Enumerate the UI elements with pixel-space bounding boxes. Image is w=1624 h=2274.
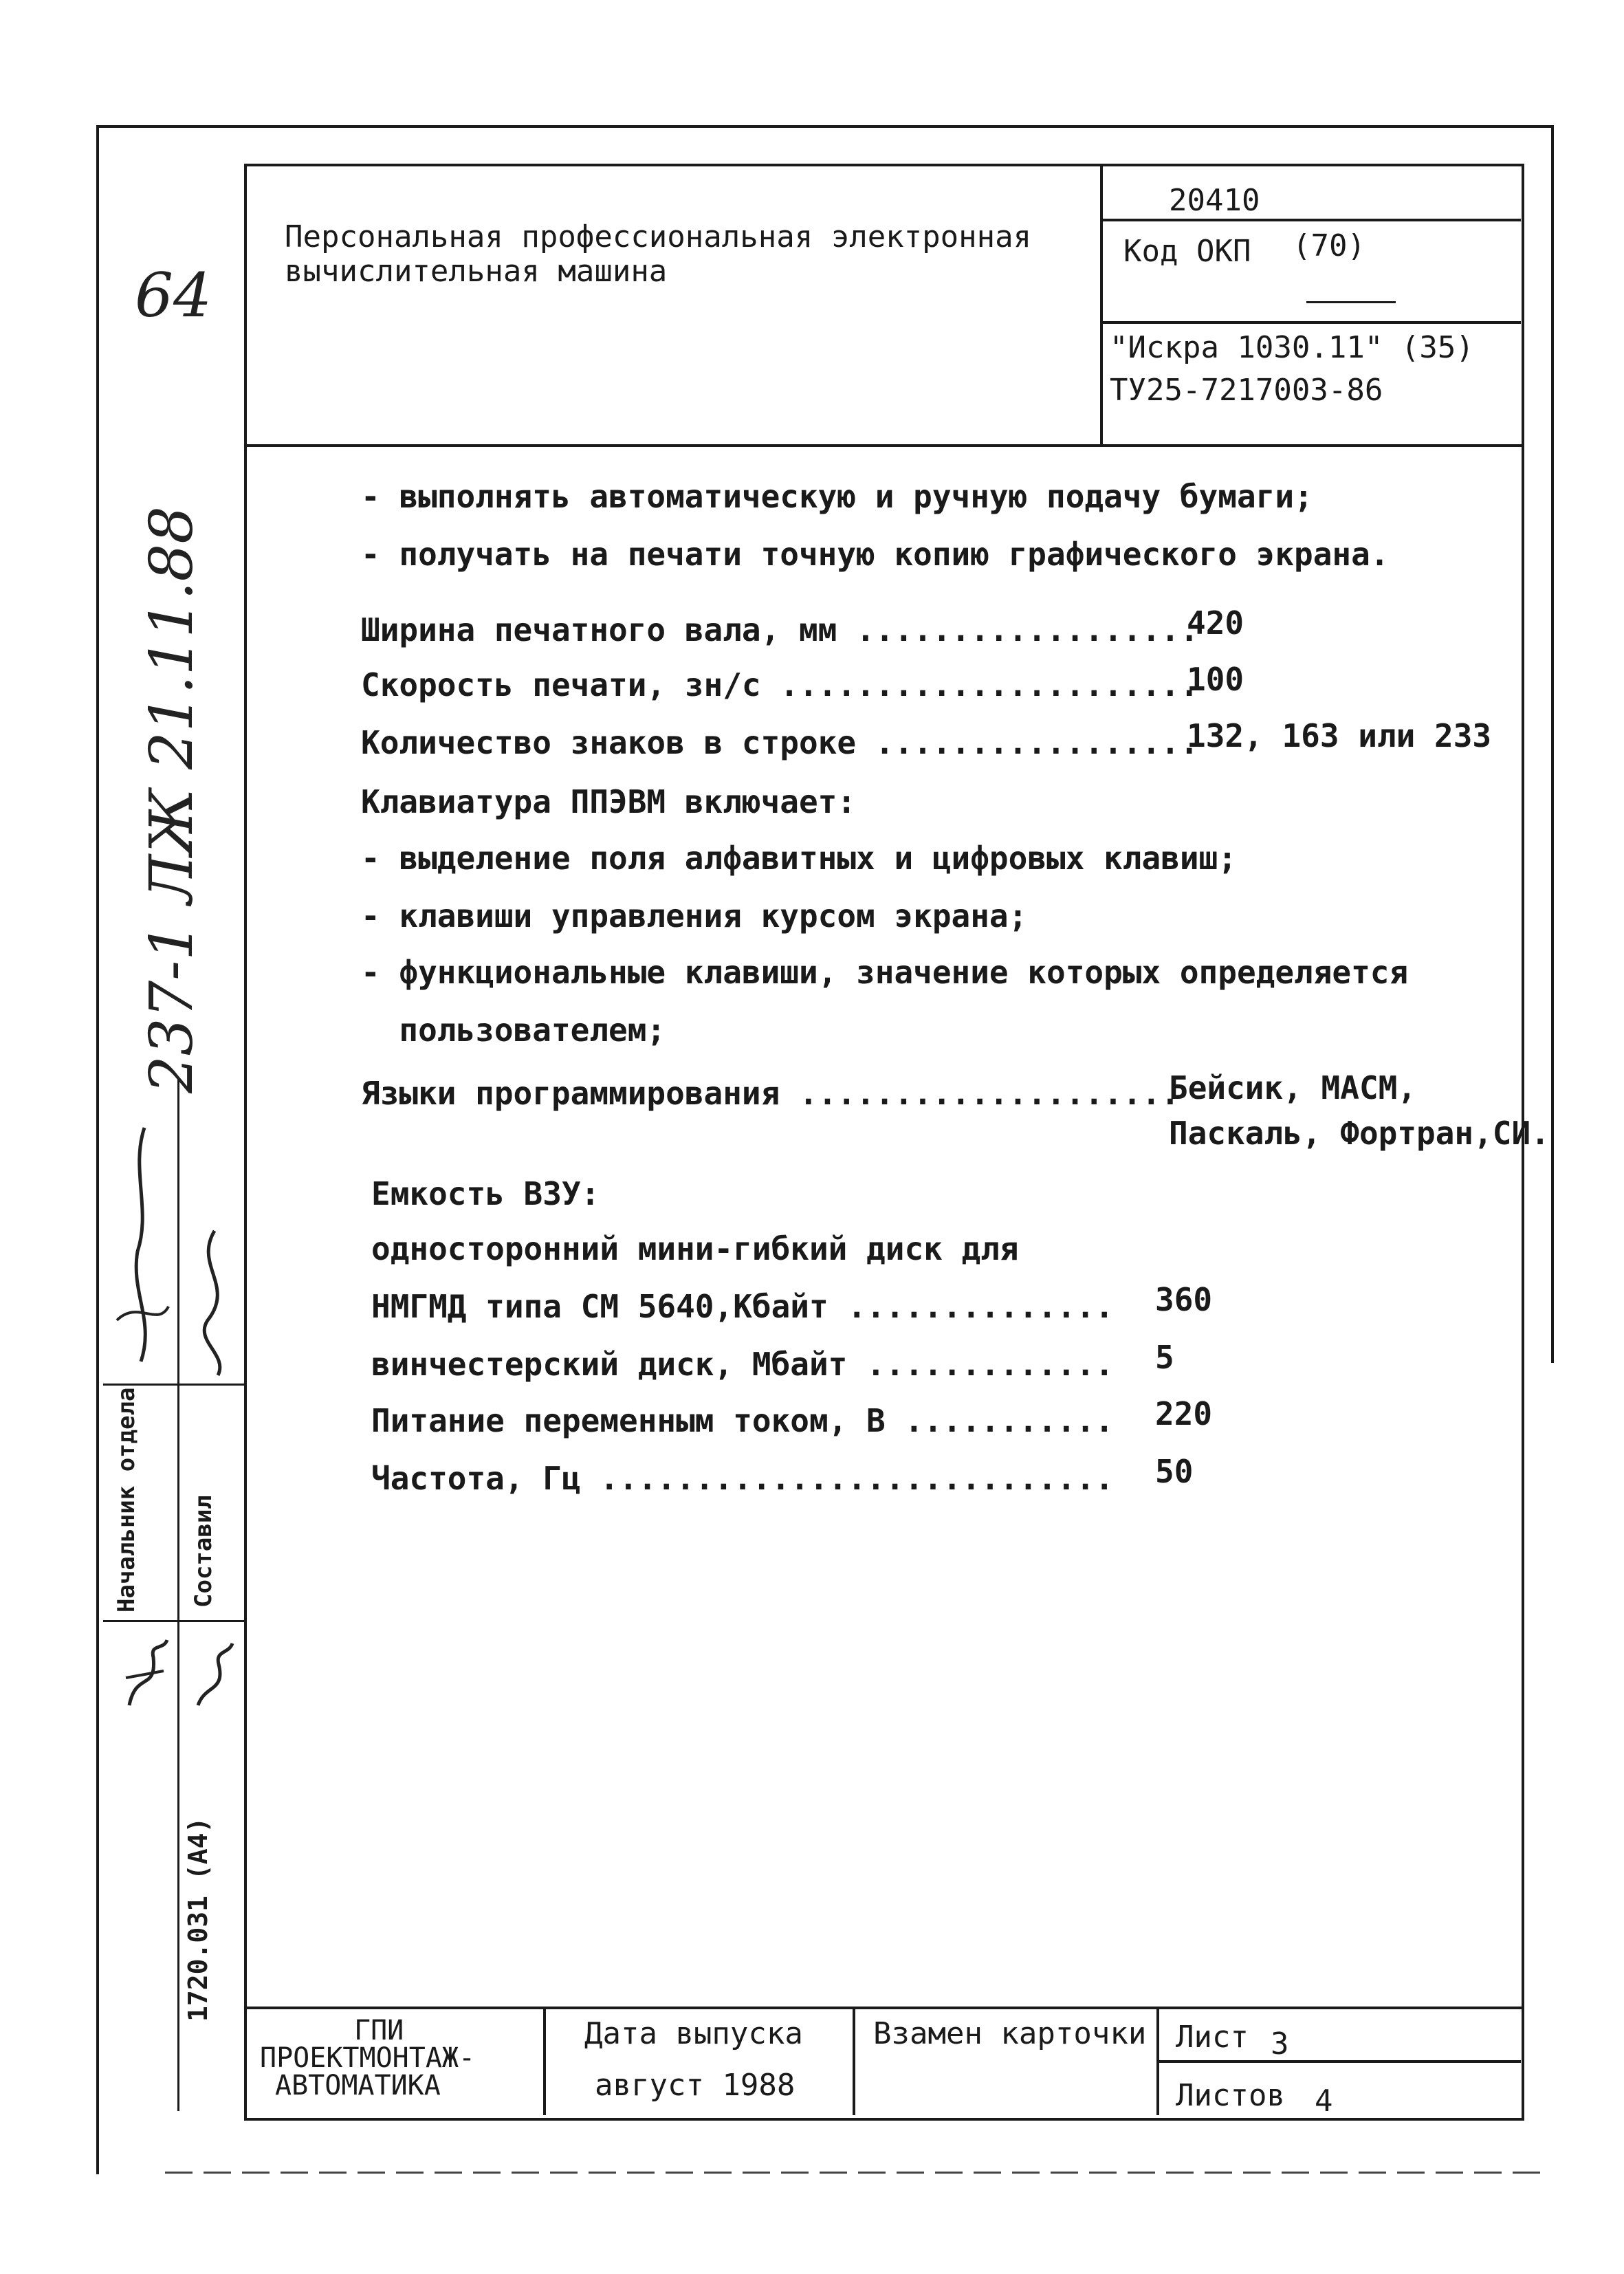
footer-sheet-row-line [1156,2060,1521,2063]
storage-heading: Емкость ВЗУ: [371,1175,600,1212]
spec-print-speed-value: 100 [1187,661,1244,698]
okp-value: (70) [1293,228,1365,263]
code-box-line-2 [1100,321,1521,324]
keyboard-heading: Клавиатура ППЭВМ включает: [361,783,857,820]
bullet-screen-copy: - получать на печати точную копию графического экрана. [361,536,1390,573]
stamp-head-of-department: Начальник отдела [113,1387,140,1612]
outer-bottom-dashes [165,2172,1540,2174]
stamp-compiled-by: Составил [190,1495,217,1608]
signature-initials-1 [116,1630,177,1719]
keyboard-item-function: - функциональные клавиши, значение которых определяется [361,954,1409,991]
form-code: 1720.031 (А4) [183,1817,213,2022]
footer-org-line-2: ПРОЕКТМОНТАЖ- [260,2042,476,2074]
outer-left-border [96,125,99,2174]
footer-date-value: август 1988 [595,2068,795,2103]
spec-floppy-label: НМГМД типа СМ 5640,Кбайт .............. [371,1288,1115,1325]
product-title: Персональная профессиональная электронная вычислительная машина [285,219,1032,289]
spec-hdd-value: 5 [1155,1339,1174,1376]
footer-org-line-1: ГПИ [354,2015,404,2046]
outer-right-border [1551,125,1554,1363]
footer-sheet-value: 3 [1271,2026,1289,2062]
page-number-handwritten: 64 [135,260,212,331]
product-code: 20410 [1169,183,1260,218]
signature-head-of-department [103,1114,179,1375]
footer-divider-2 [853,2007,855,2115]
languages-value-1: Бейсик, МАСМ, [1169,1069,1417,1106]
footer-sheets-value: 4 [1315,2084,1333,2119]
okp-underline [1306,301,1396,303]
spec-print-speed-label: Скорость печати, зн/с ...................... [361,666,1199,703]
footer-sheets-label: Листов [1176,2078,1285,2113]
spec-chars-per-line-label: Количество знаков в строке ................. [361,724,1199,761]
languages-value-2: Паскаль, Фортран,СИ. [1169,1115,1550,1152]
storage-line: односторонний мини-гибкий диск для [371,1230,1019,1267]
languages-label: Языки программирования .................... [361,1075,1180,1112]
keyboard-item-cursor: - клавиши управления курсом экрана; [361,897,1028,934]
spec-shaft-width-value: 420 [1187,604,1244,642]
keyboard-item-alnum: - выделение поля алфавитных и цифровых клавиш; [361,840,1237,877]
outer-top-border [96,125,1554,128]
footer-top-line [244,2007,1522,2009]
spec-shaft-width-label: Ширина печатного вала, мм .................. [361,611,1199,648]
spec-chars-per-line-value: 132, 163 или 233 [1187,717,1492,754]
spec-frequency-label: Частота, Гц ........................... [371,1460,1115,1497]
code-box-line-1 [1100,219,1521,221]
footer-date-label: Дата выпуска [584,2016,803,2051]
tu-number: ТУ25-7217003-86 [1110,373,1383,408]
header-bottom-line [244,444,1522,447]
footer-sheet-label: Лист [1176,2020,1249,2055]
spec-power-label: Питание переменным током, В ........... [371,1402,1115,1439]
okp-label: Код ОКП [1123,234,1251,269]
footer-divider-1 [543,2007,546,2115]
spec-hdd-label: винчестерский диск, Мбайт ............. [371,1346,1115,1383]
footer-replace-label: Взамен карточки [873,2016,1147,2051]
stamp-row-line-2 [103,1620,244,1622]
spec-power-value: 220 [1155,1395,1213,1432]
spec-floppy-value: 360 [1155,1281,1213,1318]
spec-frequency-value: 50 [1155,1453,1194,1490]
keyboard-item-user: пользователем; [361,1012,666,1049]
registration-handwritten: 237-1 ЛЖ 21.11.88 [138,506,206,1093]
model-name: "Искра 1030.11" (35) [1110,330,1474,365]
signature-compiled-by [180,1224,245,1382]
signature-initials-2 [184,1637,243,1719]
header-vertical-divider [1100,164,1103,446]
footer-org-line-3: АВТОМАТИКА [275,2070,441,2101]
bullet-paper-feed: - выполнять автоматическую и ручную подачу бумаги; [361,478,1313,515]
